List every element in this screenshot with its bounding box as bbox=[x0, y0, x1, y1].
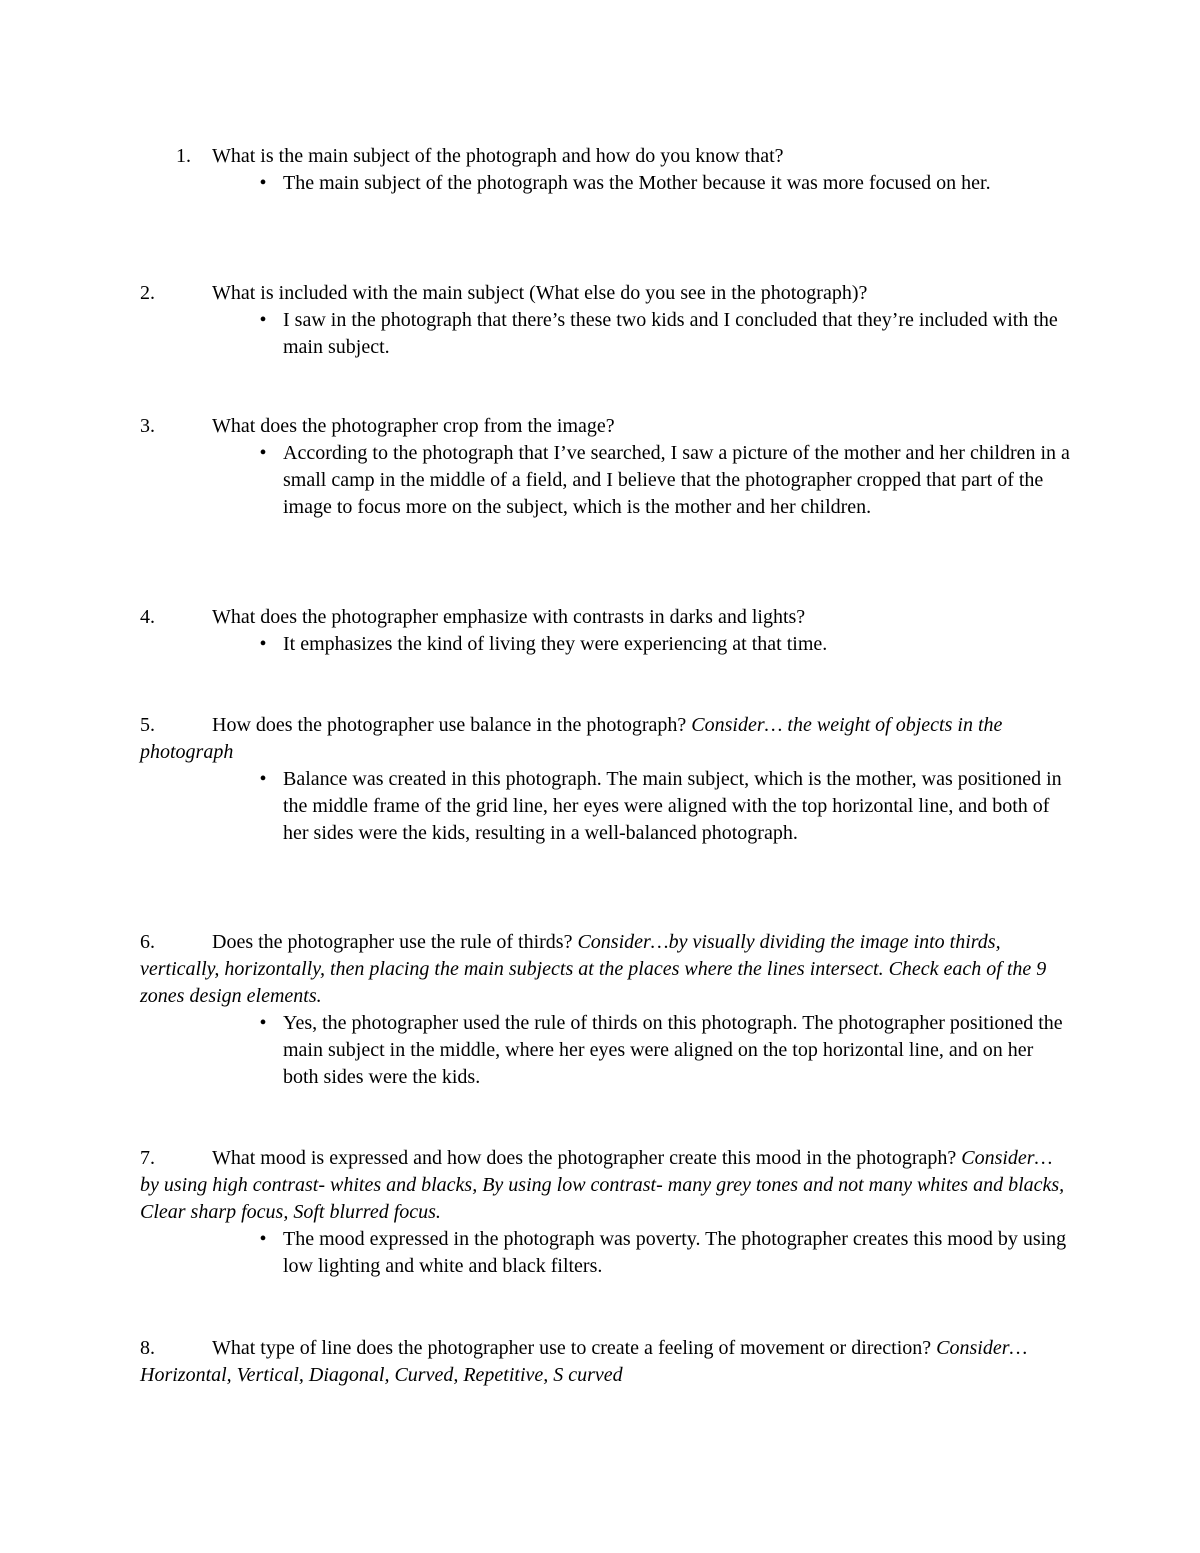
question-prompt bbox=[140, 1335, 1070, 1389]
question-2 bbox=[140, 280, 1070, 361]
question-7 bbox=[140, 1145, 1070, 1280]
question-5 bbox=[140, 712, 1070, 847]
question-number: 2. bbox=[140, 282, 155, 304]
answer-text: Yes, the photographer used the rule of thirds on this photograph. The photographer positioned the main subject in the middle, where her eyes were aligned on the top horizontal line, and on her both sides were the kids. bbox=[283, 1012, 1063, 1088]
question-prompt bbox=[140, 143, 1070, 170]
question-prompt bbox=[140, 604, 1070, 631]
bullet-icon: • bbox=[259, 1012, 267, 1034]
answer-bullet bbox=[259, 1226, 1073, 1280]
question-number: 7. bbox=[140, 1147, 155, 1169]
question-prompt bbox=[140, 929, 1070, 1010]
question-text: What mood is expressed and how does the photographer create this mood in the photograph? bbox=[212, 1147, 957, 1169]
question-number: 1. bbox=[176, 145, 191, 167]
question-text: What type of line does the photographer use to create a feeling of movement or direction? bbox=[212, 1337, 932, 1359]
bullet-icon: • bbox=[259, 768, 267, 790]
question-4 bbox=[140, 604, 1070, 658]
question-3 bbox=[140, 413, 1070, 521]
question-8 bbox=[140, 1335, 1070, 1389]
answer-bullet bbox=[259, 440, 1073, 521]
question-text: Does the photographer use the rule of thirds? bbox=[212, 931, 573, 953]
question-text: What is included with the main subject (What else do you see in the photograph)? bbox=[212, 282, 868, 304]
question-text: What does the photographer crop from the image? bbox=[212, 415, 615, 437]
bullet-icon: • bbox=[259, 172, 267, 194]
question-number: 5. bbox=[140, 714, 155, 736]
consider-hint: Consider…by visually dividing the image into thirds, vertically, horizontally, then placing the main subjects at the places where the lines intersect. Check each of the 9 zones design elements. bbox=[140, 931, 1047, 1007]
answer-bullet bbox=[259, 307, 1073, 361]
answer-text: According to the photograph that I’ve searched, I saw a picture of the mother and her children in a small camp in the middle of a field, and I believe that the photographer cropped that part of the image to focus more on the subject, which is the mother and her children. bbox=[283, 442, 1070, 518]
bullet-icon: • bbox=[259, 309, 267, 331]
consider-hint: Consider…Horizontal, Vertical, Diagonal, Curved, Repetitive, S curved bbox=[140, 1337, 1028, 1386]
consider-hint: Consider… the weight of objects in the photograph bbox=[140, 714, 1003, 763]
question-text: What does the photographer emphasize with contrasts in darks and lights? bbox=[212, 606, 806, 628]
question-number: 4. bbox=[140, 606, 155, 628]
answer-text: Balance was created in this photograph. The main subject, which is the mother, was positioned in the middle frame of the grid line, her eyes were aligned with the top horizontal line, and both of her sides were the kids, resulting in a well-balanced photograph. bbox=[283, 768, 1062, 844]
bullet-icon: • bbox=[259, 442, 267, 464]
question-1 bbox=[140, 143, 1070, 197]
question-prompt bbox=[140, 413, 1070, 440]
question-number: 6. bbox=[140, 931, 155, 953]
question-number: 3. bbox=[140, 415, 155, 437]
question-text: How does the photographer use balance in the photograph? bbox=[212, 714, 687, 736]
answer-text: The main subject of the photograph was the Mother because it was more focused on her. bbox=[283, 172, 991, 194]
answer-bullet bbox=[259, 1010, 1073, 1091]
question-prompt bbox=[140, 712, 1070, 766]
question-text: What is the main subject of the photograph and how do you know that? bbox=[212, 145, 784, 167]
question-number: 8. bbox=[140, 1337, 155, 1359]
answer-text: It emphasizes the kind of living they were experiencing at that time. bbox=[283, 633, 828, 655]
answer-bullet bbox=[259, 170, 1073, 197]
answer-bullet bbox=[259, 766, 1073, 847]
bullet-icon: • bbox=[259, 1228, 267, 1250]
consider-hint: Consider…by using high contrast- whites and blacks, By using low contrast- many grey tones and not many whites and blacks, Clear sharp focus, Soft blurred focus. bbox=[140, 1147, 1065, 1223]
answer-text: I saw in the photograph that there’s these two kids and I concluded that they’re included with the main subject. bbox=[283, 309, 1058, 358]
question-6 bbox=[140, 929, 1070, 1091]
question-prompt bbox=[140, 280, 1070, 307]
question-prompt bbox=[140, 1145, 1070, 1226]
answer-bullet bbox=[259, 631, 1073, 658]
bullet-icon: • bbox=[259, 633, 267, 655]
answer-text: The mood expressed in the photograph was poverty. The photographer creates this mood by using low lighting and white and black filters. bbox=[283, 1228, 1067, 1277]
